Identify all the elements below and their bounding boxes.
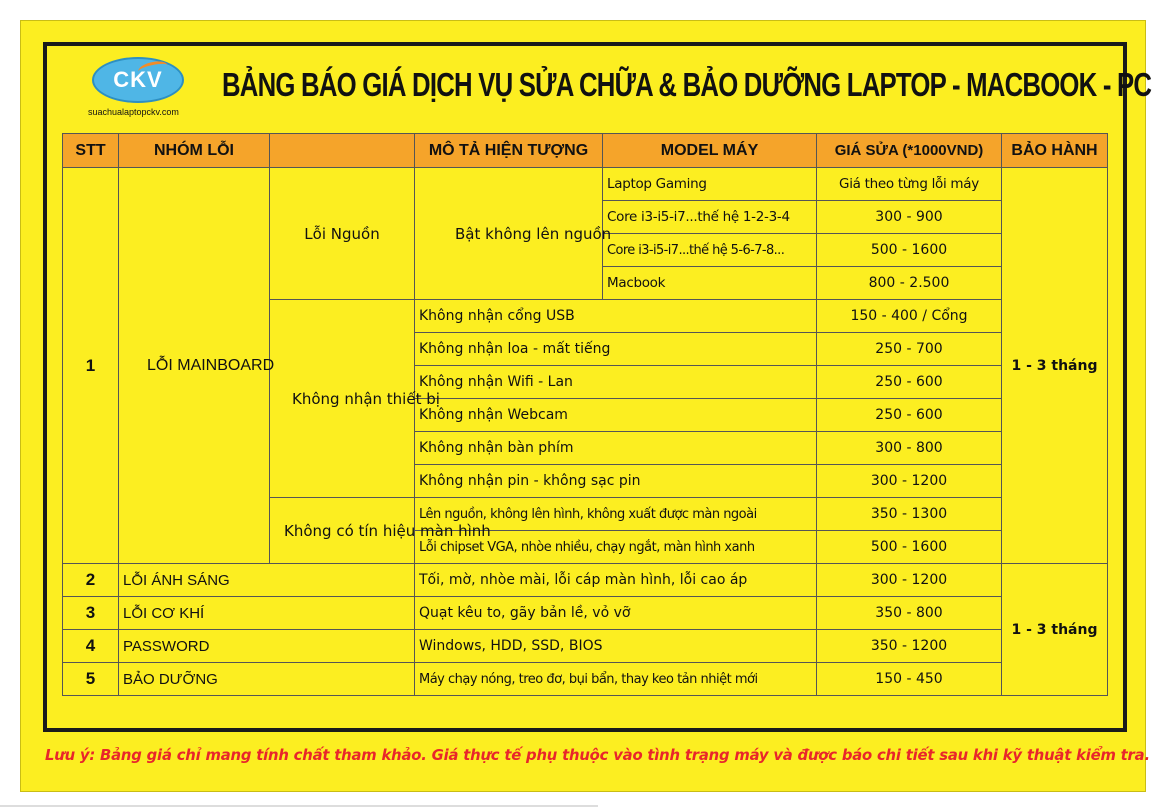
row-group: BẢO DƯỠNG <box>119 663 415 696</box>
row-price: 300 - 800 <box>817 432 1002 465</box>
row-desc: Không nhận Webcam <box>415 399 817 432</box>
row-price: 150 - 450 <box>817 663 1002 696</box>
row-price: 800 - 2.500 <box>817 267 1002 300</box>
table-row <box>63 597 1108 630</box>
row-price: 250 - 700 <box>817 333 1002 366</box>
table-header-row <box>63 134 1108 168</box>
row-stt: 4 <box>63 630 119 663</box>
row-desc: Không nhận loa - mất tiếng <box>415 333 817 366</box>
row-desc: Không nhận bàn phím <box>415 432 817 465</box>
ckv-logo <box>92 57 184 103</box>
row-desc: Không nhận pin - không sạc pin <box>415 465 817 498</box>
row-group: LỖI MAINBOARD <box>119 168 270 564</box>
power-desc: Bật không lên nguồn <box>415 168 603 300</box>
row-model: Core i3-i5-i7...thế hệ 5-6-7-8... <box>603 234 817 267</box>
price-table <box>62 133 1108 696</box>
row-stt: 5 <box>63 663 119 696</box>
row-group: LỖI ÁNH SÁNG <box>119 564 415 597</box>
table-row <box>63 564 1108 597</box>
row-model: Macbook <box>603 267 817 300</box>
row-warranty: 1 - 3 tháng <box>1002 564 1108 696</box>
row-price: 300 - 900 <box>817 201 1002 234</box>
row-price: 500 - 1600 <box>817 234 1002 267</box>
row-desc: Không nhận Wifi - Lan <box>415 366 817 399</box>
header-group: NHÓM LỖI <box>119 134 270 168</box>
row-warranty: 1 - 3 tháng <box>1002 168 1108 564</box>
header-blank <box>270 134 415 168</box>
logo-text: CKV <box>113 67 163 92</box>
row-price: 250 - 600 <box>817 366 1002 399</box>
row-price: 500 - 1600 <box>817 531 1002 564</box>
row-desc: Tối, mờ, nhòe mài, lỗi cáp màn hình, lỗi cao áp <box>415 564 817 597</box>
table-row <box>63 663 1108 696</box>
row-model: Core i3-i5-i7...thế hệ 1-2-3-4 <box>603 201 817 234</box>
header-price: GIÁ SỬA (*1000VND) <box>817 134 1002 168</box>
header-model: MODEL MÁY <box>603 134 817 168</box>
table-row <box>63 168 1108 201</box>
row-stt: 1 <box>63 168 119 564</box>
row-stt: 3 <box>63 597 119 630</box>
row-desc: Không nhận cổng USB <box>415 300 817 333</box>
header-warranty: BẢO HÀNH <box>1002 134 1108 168</box>
footnote: Lưu ý: Bảng giá chỉ mang tính chất tham khảo. Giá thực tế phụ thuộc vào tình trạng máy và được báo chi tiết sau khi kỹ thuật kiểm tra. <box>45 746 1150 764</box>
subgroup-device: Không nhận thiết bị <box>270 300 415 498</box>
row-stt: 2 <box>63 564 119 597</box>
logo-url: suachualaptopckv.com <box>88 107 179 117</box>
row-desc: Windows, HDD, SSD, BIOS <box>415 630 817 663</box>
row-price: Giá theo từng lỗi máy <box>817 168 1002 201</box>
row-group: LỖI CƠ KHÍ <box>119 597 415 630</box>
divider <box>0 805 598 807</box>
subgroup-power: Lỗi Nguồn <box>270 168 415 300</box>
subgroup-signal: Không có tín hiệu màn hình <box>270 498 415 564</box>
header-desc: MÔ TẢ HIỆN TƯỢNG <box>415 134 603 168</box>
table-row <box>63 630 1108 663</box>
row-desc: Quạt kêu to, gãy bản lề, vỏ vỡ <box>415 597 817 630</box>
row-price: 300 - 1200 <box>817 564 1002 597</box>
row-price: 150 - 400 / Cổng <box>817 300 1002 333</box>
row-model: Laptop Gaming <box>603 168 817 201</box>
row-price: 350 - 1200 <box>817 630 1002 663</box>
row-price: 300 - 1200 <box>817 465 1002 498</box>
page-title: BẢNG BÁO GIÁ DỊCH VỤ SỬA CHỮA & BẢO DƯỠNG LAPTOP - MACBOOK - PC <box>222 66 1152 103</box>
row-price: 350 - 1300 <box>817 498 1002 531</box>
row-group: PASSWORD <box>119 630 415 663</box>
row-price: 350 - 800 <box>817 597 1002 630</box>
row-desc: Lên nguồn, không lên hình, không xuất được màn ngoài <box>415 498 817 531</box>
row-price: 250 - 600 <box>817 399 1002 432</box>
row-desc: Lỗi chipset VGA, nhòe nhiều, chạy ngắt, màn hình xanh <box>415 531 817 564</box>
row-desc: Máy chạy nóng, treo đơ, bụi bẩn, thay keo tản nhiệt mới <box>415 663 817 696</box>
header-stt: STT <box>63 134 119 168</box>
